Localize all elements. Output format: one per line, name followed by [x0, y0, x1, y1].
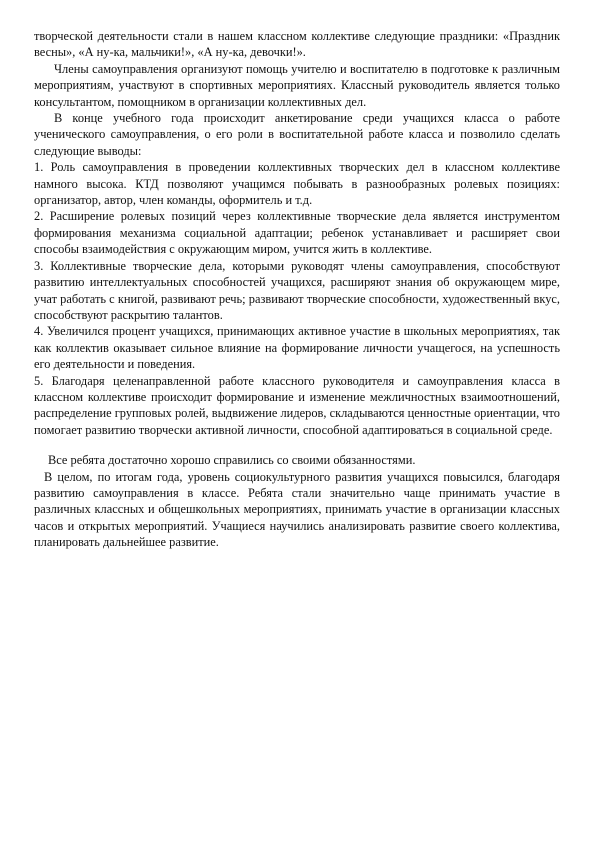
paragraph-self-government-members: Члены самоуправления организуют помощь учителю и воспитателю в подготовке к различным мероприятиям, участвуют в спортивных мероприятиях. Классный руководитель является только консультантом, помощником в организации коллективных дел. — [34, 61, 560, 109]
paragraph-gap — [34, 438, 560, 452]
list-item: 4. Увеличился процент учащихся, принимающих активное участие в школьных мероприятиях, так как коллектив оказывает сильное влияние на формирование личности учащегося, на успешность его деятельности и поведения. — [34, 324, 560, 372]
conclusions-list — [34, 159, 560, 438]
list-item: 2. Расширение ролевых позиций через коллективные творческие дела является инструментом формирования механизма социальной адаптации; ребенок устанавливает и расширяет свои способы взаимодействия с окружающим миром, учится жить в коллективе. — [34, 209, 560, 257]
list-item: 5. Благодаря целенаправленной работе классного руководителя и самоуправления класса в классном коллективе происходит формирование и изменение межличностных взаимоотношений, распределение групповых ролей, выдвижение лидеров, складываются ценностные ориентации, что помогает развитию творчески активной личности, способной адаптироваться в социальной среде. — [34, 373, 560, 437]
paragraph-survey: В конце учебного года происходит анкетирование среди учащихся класса о работе ученического самоуправления, о его роли в воспитательной работе класса и позволило сделать следующие выводы: — [34, 111, 560, 158]
paragraph-holidays: творческой деятельности стали в нашем классном коллективе следующие праздники: «Праздник весны», «А ну-ка, мальчики!», «А ну-ка, девочки!». — [34, 29, 560, 60]
document-page — [34, 28, 560, 551]
list-item: 3. Коллективные творческие дела, которыми руководят члены самоуправления, способствуют развитию интеллектуальных способностей учащихся, расширяют знания об окружающем мире, учат работать с книгой, развивают речь; развивают творческие способности, художественный вкус, способствуют раскрытию талантов. — [34, 258, 560, 322]
paragraph-summary: В целом, по итогам года, уровень социокультурного развития учащихся повысился, благодаря развитию самоуправления в классе. Ребята стали значительно чаще принимать участие в различных классных и общешкольных мероприятиях, принимать участие в организации классных часов и открытых мероприятий. Учащиеся научились анализировать развитие своего коллектива, планировать дальнейшее развитие. — [34, 469, 560, 550]
paragraph-duties: Все ребята достаточно хорошо справились со своими обязанностями. — [48, 453, 416, 468]
list-item: 1. Роль самоуправления в проведении коллективных творческих дел в классном коллективе намного высока. КТД позволяют учащимся побывать в разнообразных ролевых позициях: организатор, автор, член команды, оформитель и т.д. — [34, 160, 560, 208]
